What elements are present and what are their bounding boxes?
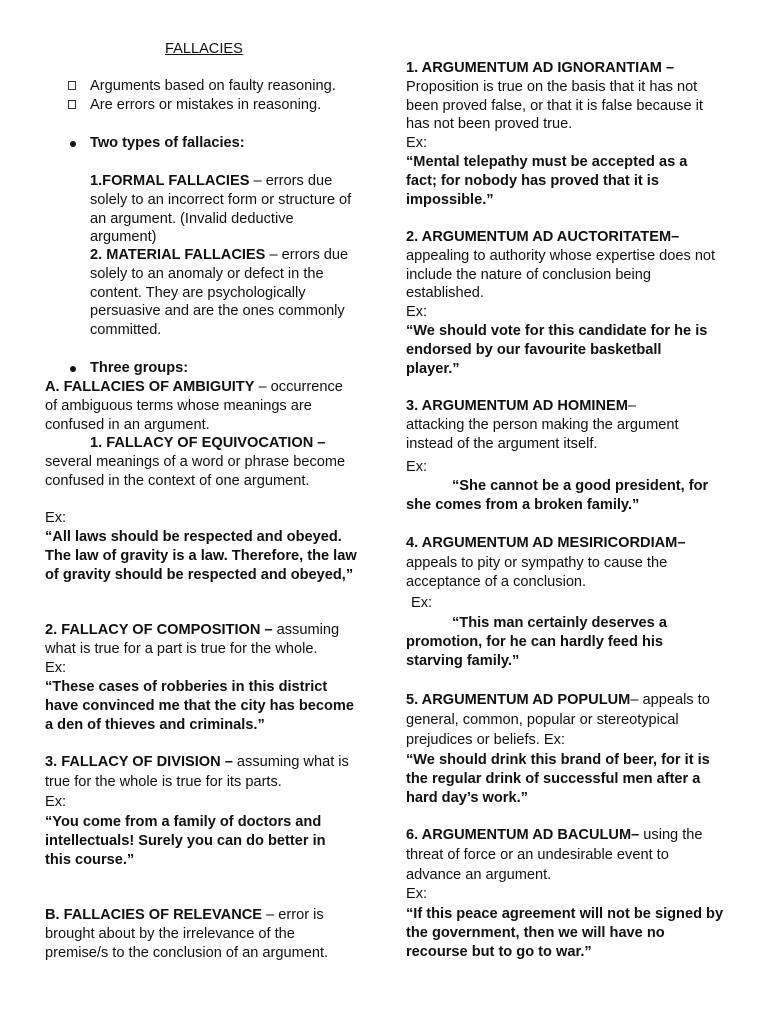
populum-quote: “We should drink this brand of beer, for it is the regular drink of successful men after a hard day’s work.”: [406, 752, 710, 806]
square-bullet-icon: [68, 100, 76, 109]
auctoritatem-section: 2. ARGUMENTUM AD AUCTORITATEM– appealing to authority whose expertise does not include the nature of conclusion being established.: [406, 229, 716, 302]
composition-ex: Ex:: [45, 660, 67, 676]
division-ex: Ex:: [45, 794, 67, 810]
populum-section: 5. ARGUMENTUM AD POPULUM– appeals to general, common, popular or stereotypical prejudices or beliefs. Ex:: [406, 692, 710, 748]
misericordiam-section: 4. ARGUMENTUM AD MESIRICORDIAM– appeals to pity or sympathy to cause the acceptance of a conclusion.: [406, 535, 686, 591]
misericordiam-quote: “This man certainly deserves a promotion, for he can hardly feed his starving family.”: [406, 615, 667, 669]
division-section: 3. FALLACY OF DIVISION – assuming what is true for the whole is true for its parts.: [45, 754, 349, 790]
baculum-ex: Ex:: [406, 886, 428, 902]
types-heading: Two types of fallacies:: [90, 135, 245, 151]
square-bullet-icon: [68, 81, 76, 90]
material-fallacies: 2. MATERIAL FALLACIES – errors due solely to an anomaly or defect in the content. They are psychologically persuasive and are the ones commonly committed.: [90, 247, 349, 339]
round-bullet-icon: [70, 141, 76, 147]
hominem-section: 3. ARGUMENTUM AD HOMINEM– attacking the person making the argument instead of the argument itself.: [406, 398, 679, 452]
document-title: FALLACIES: [165, 41, 243, 57]
auctoritatem-quote: “We should vote for this candidate for he is endorsed by our favourite basketball player.”: [406, 323, 708, 377]
hominem-ex: Ex:: [406, 459, 428, 475]
hominem-quote: “She cannot be a good president, for she comes from a broken family.”: [406, 478, 709, 513]
equivocation-ex: Ex:: [45, 510, 67, 526]
auctoritatem-ex: Ex:: [406, 304, 428, 320]
intro-item-1: Arguments based on faulty reasoning.: [90, 78, 336, 94]
ignorantiam-quote: “Mental telepathy must be accepted as a fact; for nobody has proved that it is impossible.”: [406, 154, 688, 208]
baculum-quote: “If this peace agreement will not be signed by the government, then we will have no recourse but to go to war.”: [406, 906, 724, 960]
formal-fallacies: 1.FORMAL FALLACIES – errors due solely to an incorrect form or structure of an argument. (Invalid deductive argument): [90, 173, 352, 246]
equivocation-section: 1. FALLACY OF EQUIVOCATION – several meanings of a word or phrase become confused in the context of one argument.: [45, 435, 346, 489]
ignorantiam-section: 1. ARGUMENTUM AD IGNORANTIAM – Proposition is true on the basis that it has not been proved false, or that it is false because it has not been proved true.: [406, 60, 703, 133]
composition-quote: “These cases of robberies in this district have convinced me that the city has become a den of thieves and criminals.”: [45, 679, 355, 733]
relevance-section: B. FALLACIES OF RELEVANCE – error is brought about by the irrelevance of the premise/s to the conclusion of an argument.: [45, 907, 329, 961]
round-bullet-icon: [70, 366, 76, 372]
equivocation-quote: “All laws should be respected and obeyed. The law of gravity is a law. Therefore, the law of gravity should be respected and obeyed,”: [45, 529, 357, 583]
baculum-section: 6. ARGUMENTUM AD BACULUM– using the threat of force or an undesirable event to advance an argument.: [406, 827, 703, 883]
misericordiam-ex: Ex:: [411, 595, 433, 611]
ignorantiam-ex: Ex:: [406, 135, 428, 151]
composition-section: 2. FALLACY OF COMPOSITION – assuming what is true for a part is true for the whole.: [45, 622, 340, 657]
intro-item-2: Are errors or mistakes in reasoning.: [90, 97, 322, 113]
ambiguity-section: A. FALLACIES OF AMBIGUITY – occurrence of ambiguous terms whose meanings are confused in an argument.: [45, 379, 343, 433]
division-quote: “You come from a family of doctors and intellectuals! Surely you can do better in this course.”: [45, 814, 326, 868]
groups-heading: Three groups:: [90, 360, 189, 376]
